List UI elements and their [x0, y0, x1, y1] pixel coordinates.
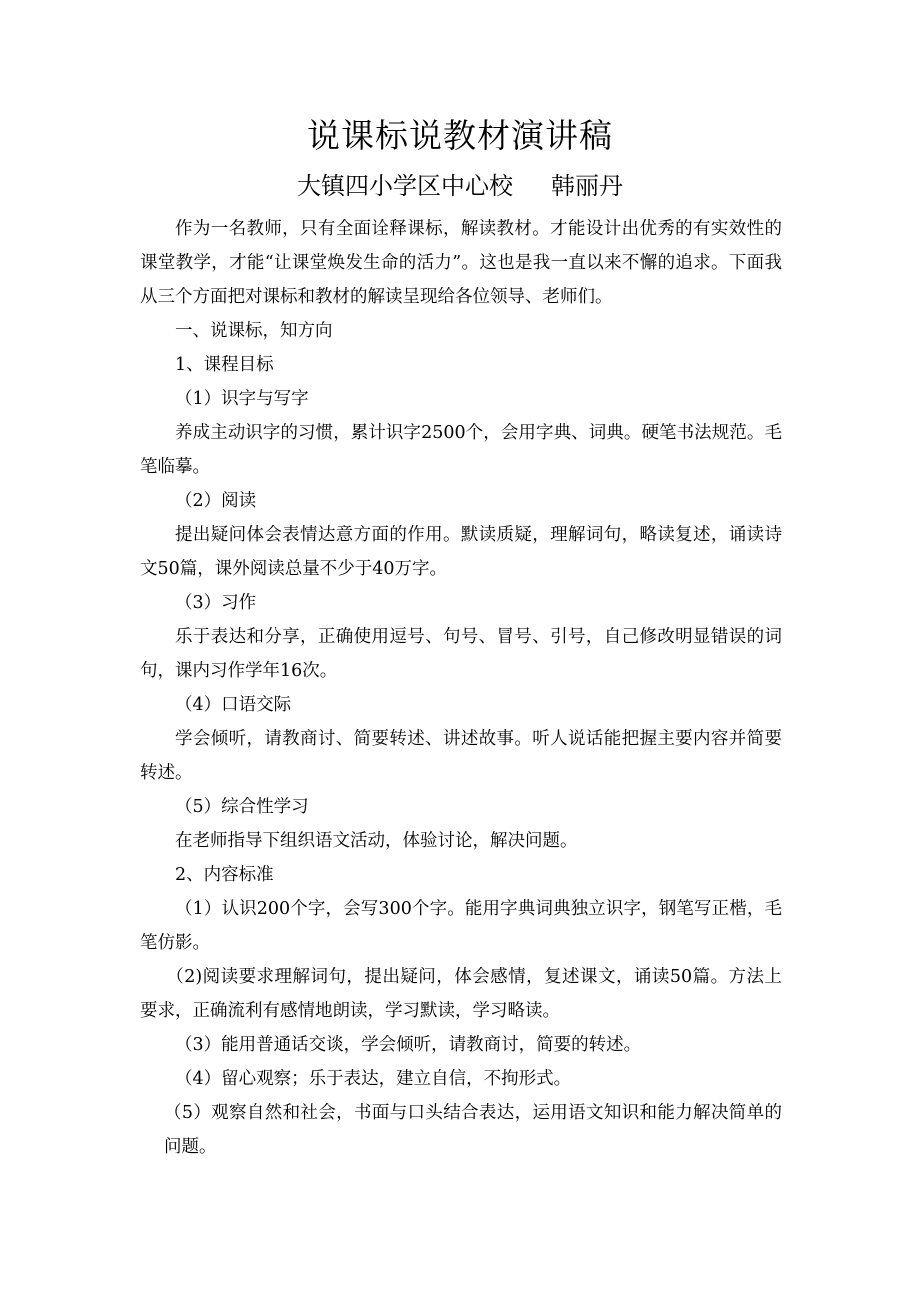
body-paragraph: 提出疑问体会表情达意方面的作用。默读质疑，理解词句，略读复述，诵读诗文50篇，课外阅读总量不少于40万字。 [140, 525, 782, 579]
standard-item: （2)阅读要求理解词句，提出疑问，体会感情，复述课文，诵读50篇。方法上要求，正确流利有感情地朗读，学习默读，学习略读。 [140, 967, 782, 1021]
body-paragraph: 乐于表达和分享，正确使用逗号、句号、冒号、引号，自己修改明显错误的词句，课内习作学年16次。 [140, 627, 782, 681]
intro-paragraph: 作为一名教师，只有全面诠释课标，解读教材。才能设计出优秀的有实效性的课堂教学，才能“让课堂焕发生命的活力”。这也是我一直以来不懈的追求。下面我从三个方面把对课标和教材的解读呈现给各位领导、老师们。 [140, 219, 782, 307]
item-heading: （5）综合性学习 [175, 797, 309, 817]
author-line [0, 168, 920, 204]
body-paragraph: 养成主动识字的习惯，累计识字2500个，会用字典、词典。硬笔书法规范。毛笔临摹。 [140, 423, 782, 477]
item-heading: （3）习作 [175, 593, 257, 613]
item-heading: （4）口语交际 [175, 695, 292, 715]
subsection-heading: 1、课程目标 [175, 355, 274, 375]
body-paragraph: 学会倾听，请教商讨、简要转述、讲述故事。听人说话能把握主要内容并简要转述。 [140, 729, 782, 783]
document-body [140, 212, 782, 1164]
author-name: 韩丽丹 [551, 172, 623, 200]
section-heading: 一、说课标，知方向 [175, 321, 333, 341]
document-title: 说课标说教材演讲稿 [307, 116, 613, 155]
standard-item: （4）留心观察；乐于表达，建立自信，不拘形式。 [175, 1069, 572, 1089]
standard-item: （1）认识200个字，会写300个字。能用字典词典独立识字，钢笔写正楷，毛笔仿影。 [140, 899, 782, 953]
subsection-heading: 2、内容标准 [175, 865, 274, 885]
school-name: 大镇四小学区中心校 [297, 172, 513, 200]
item-heading: （2）阅读 [175, 491, 257, 511]
standard-item: （3）能用普通话交谈，学会倾听，请教商讨，简要的转述。 [175, 1035, 642, 1055]
body-paragraph: 在老师指导下组织语文活动，体验讨论，解决问题。 [175, 831, 578, 851]
item-heading: （1）识字与写字 [175, 389, 309, 409]
standard-item: （5）观察自然和社会，书面与口头结合表达，运用语文知识和能力解决简单的问题。 [164, 1103, 782, 1157]
